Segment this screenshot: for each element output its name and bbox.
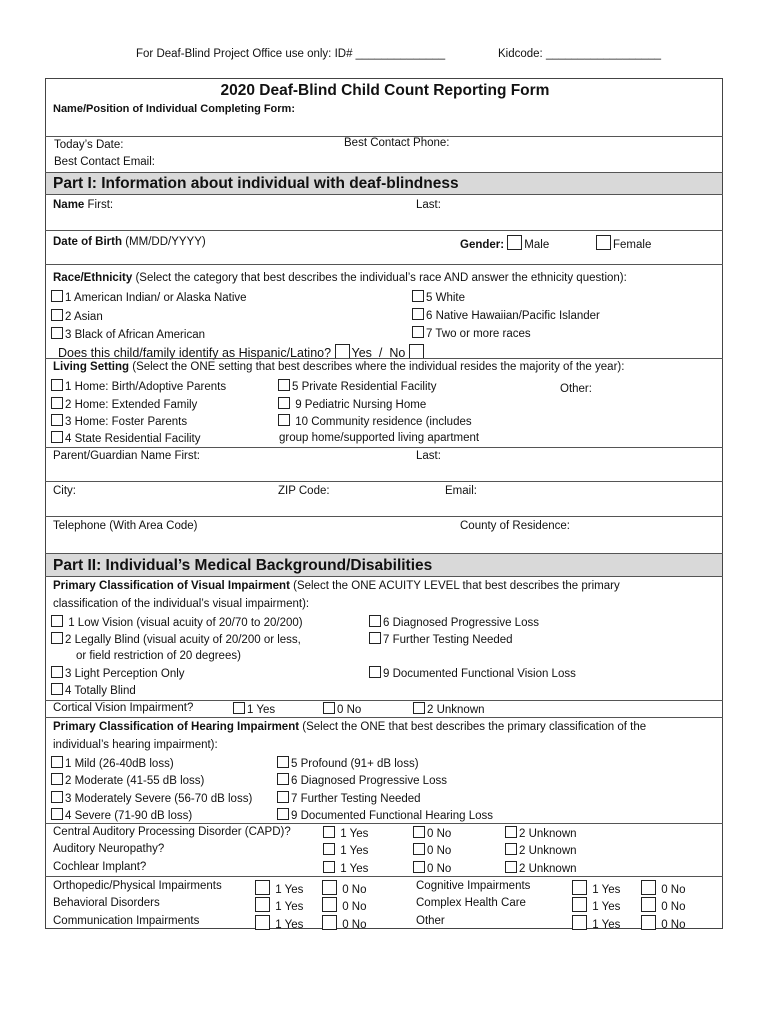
cognitive-label: Cognitive Impairments xyxy=(416,880,531,892)
neuropathy-label: Auditory Neuropathy? xyxy=(53,843,165,855)
race-label: Race/Ethnicity xyxy=(53,272,133,284)
hearing-option xyxy=(277,773,447,787)
living-option-label: 2 Home: Extended Family xyxy=(65,399,198,411)
option-label: 1 Yes xyxy=(592,919,621,931)
checkbox[interactable] xyxy=(51,290,63,302)
visual-option-label: 7 Further Testing Needed xyxy=(383,634,513,646)
living-option-label: 5 Private Residential Facility xyxy=(292,381,437,393)
divider xyxy=(45,576,723,577)
hispanic-no-checkbox[interactable] xyxy=(409,344,424,359)
checkbox[interactable] xyxy=(323,861,335,873)
part1-title: Part I: Information about individual with deaf-blindness xyxy=(53,175,459,192)
option-label: 0 No xyxy=(427,845,452,857)
living-option xyxy=(51,431,201,445)
option-label: 2 Unknown xyxy=(519,863,577,875)
checkbox[interactable] xyxy=(323,843,335,855)
checkbox[interactable] xyxy=(369,615,381,627)
ortho-yes xyxy=(255,880,303,896)
dob-row xyxy=(53,236,206,248)
checkbox[interactable] xyxy=(323,702,335,714)
race-option xyxy=(51,290,247,304)
race-option-label: 3 Black of African American xyxy=(65,329,205,341)
complex-yes xyxy=(572,897,620,913)
checkbox[interactable] xyxy=(322,897,337,912)
hearing-option-label: 2 Moderate (41-55 dB loss) xyxy=(65,775,205,787)
kidcode: Kidcode: __________________ xyxy=(498,48,662,60)
divider xyxy=(45,700,723,701)
checkbox[interactable] xyxy=(505,861,517,873)
checkbox[interactable] xyxy=(51,431,63,443)
neuropathy-unknown xyxy=(505,843,577,857)
name-row xyxy=(53,199,113,211)
checkbox[interactable] xyxy=(572,915,587,930)
checkbox[interactable] xyxy=(51,327,63,339)
telephone-label: Telephone (With Area Code) xyxy=(53,520,198,532)
visual-option xyxy=(369,632,513,646)
part2-title: Part II: Individual’s Medical Background/Disabilities xyxy=(53,557,433,574)
cochlear-yes xyxy=(323,861,368,875)
living-heading xyxy=(53,361,624,373)
hearing-option-label: 7 Further Testing Needed xyxy=(291,793,421,805)
complex-no xyxy=(641,897,686,913)
checkbox[interactable] xyxy=(255,880,270,895)
hearing-option xyxy=(51,808,192,822)
dob-format: (MM/DD/YYYY) xyxy=(125,236,206,248)
hearing-option xyxy=(277,791,421,805)
gender-label: Gender: xyxy=(460,239,505,251)
option-label: 0 No xyxy=(661,884,686,896)
checkbox[interactable] xyxy=(233,702,245,714)
visual-option-label: 4 Totally Blind xyxy=(65,685,136,697)
checkbox[interactable] xyxy=(277,791,289,803)
living-other-label: Other: xyxy=(560,383,592,395)
race-option-label: 5 White xyxy=(426,292,465,304)
office-use-id: For Deaf-Blind Project Office use only: ID# ______________ xyxy=(136,48,446,60)
yes-label: Yes xyxy=(351,346,372,360)
race-option-label: 2 Asian xyxy=(65,311,103,323)
race-option xyxy=(412,308,600,322)
capd-label: Central Auditory Processing Disorder (CAPD)? xyxy=(53,826,291,838)
option-label: 0 No xyxy=(427,828,452,840)
living-option xyxy=(51,414,187,428)
visual-option xyxy=(369,666,576,680)
checkbox[interactable] xyxy=(505,826,517,838)
option-label: 1 Yes xyxy=(340,863,369,875)
checkbox[interactable] xyxy=(369,632,381,644)
option-label: 2 Unknown xyxy=(519,828,577,840)
checkbox[interactable] xyxy=(641,880,656,895)
slash: / xyxy=(378,346,383,360)
visual-heading xyxy=(53,580,620,592)
checkbox[interactable] xyxy=(641,897,656,912)
checkbox[interactable] xyxy=(323,826,335,838)
capd-no xyxy=(413,826,451,840)
cochlear-unknown xyxy=(505,861,577,875)
behavioral-label: Behavioral Disorders xyxy=(53,897,160,909)
neuropathy-no xyxy=(413,843,451,857)
option-label: 1 Yes xyxy=(275,919,304,931)
hispanic-yes-checkbox[interactable] xyxy=(335,344,350,359)
divider xyxy=(45,358,723,359)
checkbox[interactable] xyxy=(255,915,270,930)
behavioral-no xyxy=(322,897,367,913)
hearing-option-label: 4 Severe (71-90 dB loss) xyxy=(65,810,193,822)
option-label: 0 No xyxy=(661,919,686,931)
hearing-heading xyxy=(53,721,646,733)
checkbox[interactable] xyxy=(278,397,290,409)
visual-instructions-cont: classification of the individual’s visual impairment): xyxy=(53,598,310,610)
cognitive-yes xyxy=(572,880,620,896)
checkbox[interactable] xyxy=(572,880,587,895)
hearing-option-label: 9 Documented Functional Hearing Loss xyxy=(291,810,494,822)
option-label: 1 Yes xyxy=(592,884,621,896)
race-option-label: 6 Native Hawaiian/Pacific Islander xyxy=(426,310,600,322)
race-option xyxy=(412,326,531,340)
ortho-label: Orthopedic/Physical Impairments xyxy=(53,880,222,892)
checkbox[interactable] xyxy=(277,808,289,820)
race-instructions: (Select the category that best describes the individual’s race AND answer the ethnicity question): xyxy=(135,272,627,284)
hearing-option-label: 6 Diagnosed Progressive Loss xyxy=(291,775,447,787)
checkbox[interactable] xyxy=(51,414,63,426)
visual-option-label: 2 Legally Blind (visual acuity of 20/200 or less, xyxy=(65,634,301,646)
first-name-label: First: xyxy=(87,199,114,211)
checkbox[interactable] xyxy=(51,756,63,768)
divider xyxy=(45,481,723,482)
living-option xyxy=(51,379,226,393)
race-option xyxy=(51,309,103,323)
checkbox[interactable] xyxy=(255,897,270,912)
other-label: Other xyxy=(416,915,445,927)
cvi-unknown xyxy=(413,702,485,716)
option-label: 0 No xyxy=(661,901,686,913)
name-label: Name xyxy=(53,199,85,211)
cochlear-no xyxy=(413,861,451,875)
checkbox[interactable] xyxy=(641,915,656,930)
living-option-label: 4 State Residential Facility xyxy=(65,433,201,445)
checkbox[interactable] xyxy=(51,397,63,409)
hearing-option xyxy=(277,756,419,770)
visual-option-label: 1 Low Vision (visual acuity of 20/70 to 20/200) xyxy=(68,617,303,629)
option-label: 0 No xyxy=(337,704,362,716)
city-label: City: xyxy=(53,485,76,497)
visual-option-label: 3 Light Perception Only xyxy=(65,668,185,680)
hearing-option xyxy=(51,791,252,805)
visual-option xyxy=(51,615,303,629)
living-option-label: 9 Pediatric Nursing Home xyxy=(295,399,427,411)
living-option-label: 10 Community residence (includes xyxy=(295,416,472,428)
option-label: 0 No xyxy=(342,884,367,896)
option-label: 1 Yes xyxy=(275,901,304,913)
checkbox[interactable] xyxy=(572,897,587,912)
visual-option xyxy=(369,615,539,629)
best-phone-label: Best Contact Phone: xyxy=(344,137,450,149)
checkbox[interactable] xyxy=(278,379,290,391)
hearing-instructions-cont: individual’s hearing impairment): xyxy=(53,739,218,751)
race-option xyxy=(412,290,465,304)
divider xyxy=(45,516,723,517)
cognitive-no xyxy=(641,880,686,896)
hearing-label: Primary Classification of Hearing Impairment xyxy=(53,721,300,733)
checkbox[interactable] xyxy=(412,308,424,320)
hearing-option xyxy=(51,773,204,787)
female-checkbox[interactable] xyxy=(596,235,611,250)
living-label: Living Setting xyxy=(53,361,130,373)
county-label: County of Residence: xyxy=(460,520,570,532)
visual-option-label: 9 Documented Functional Vision Loss xyxy=(383,668,576,680)
checkbox[interactable] xyxy=(412,290,424,302)
option-label: 0 No xyxy=(427,863,452,875)
race-option xyxy=(51,327,205,341)
option-label: 1 Yes xyxy=(275,884,304,896)
female-option xyxy=(596,235,651,251)
form-title: 2020 Deaf-Blind Child Count Reporting Form xyxy=(220,82,550,99)
option-label: 1 Yes xyxy=(340,828,369,840)
checkbox[interactable] xyxy=(277,773,289,785)
checkbox[interactable] xyxy=(413,826,425,838)
visual-label: Primary Classification of Visual Impairment xyxy=(53,580,290,592)
male-checkbox[interactable] xyxy=(507,235,522,250)
name-position-label: Name/Position of Individual Completing Form: xyxy=(53,103,296,115)
divider xyxy=(45,717,723,718)
best-email-label: Best Contact Email: xyxy=(54,156,155,168)
checkbox[interactable] xyxy=(278,414,290,426)
visual-option-label: 6 Diagnosed Progressive Loss xyxy=(383,617,539,629)
cvi-yes xyxy=(233,702,275,716)
capd-yes xyxy=(323,826,368,840)
checkbox[interactable] xyxy=(505,843,517,855)
todays-date-label: Today’s Date: xyxy=(54,139,124,151)
checkbox[interactable] xyxy=(322,915,337,930)
capd-unknown xyxy=(505,826,577,840)
gender-row xyxy=(460,235,549,251)
female-label: Female xyxy=(613,239,652,251)
living-option xyxy=(51,397,197,411)
cvi-no xyxy=(323,702,361,716)
living-option xyxy=(278,414,472,428)
option-label: 0 No xyxy=(342,919,367,931)
option-label: 1 Yes xyxy=(592,901,621,913)
neuropathy-yes xyxy=(323,843,368,857)
hearing-option-label: 5 Profound (91+ dB loss) xyxy=(291,758,419,770)
male-label: Male xyxy=(524,239,550,251)
checkbox[interactable] xyxy=(51,309,63,321)
dob-label: Date of Birth xyxy=(53,236,122,248)
option-label: 2 Unknown xyxy=(519,845,577,857)
living-option-label: 3 Home: Foster Parents xyxy=(65,416,188,428)
visual-option-continued: or field restriction of 20 degrees) xyxy=(76,650,241,662)
divider xyxy=(45,447,723,448)
checkbox[interactable] xyxy=(51,379,63,391)
hearing-option-label: 3 Moderately Severe (56-70 dB loss) xyxy=(65,793,253,805)
checkbox[interactable] xyxy=(51,666,63,678)
race-option-label: 7 Two or more races xyxy=(426,328,531,340)
checkbox[interactable] xyxy=(413,843,425,855)
divider xyxy=(45,230,723,231)
checkbox[interactable] xyxy=(51,615,63,627)
parent-last-label: Last: xyxy=(416,450,441,462)
checkbox[interactable] xyxy=(413,861,425,873)
parent-name-label: Parent/Guardian Name First: xyxy=(53,450,201,462)
communication-yes xyxy=(255,915,303,931)
behavioral-yes xyxy=(255,897,303,913)
checkbox[interactable] xyxy=(51,632,63,644)
hispanic-question: Does this child/family identify as Hispanic/Latino? xyxy=(58,346,332,360)
divider xyxy=(45,264,723,265)
living-option xyxy=(278,379,436,393)
hearing-option xyxy=(51,756,174,770)
race-option-label: 1 American Indian/ or Alaska Native xyxy=(65,292,247,304)
cvi-label: Cortical Vision Impairment? xyxy=(53,702,194,714)
divider xyxy=(45,194,723,195)
living-option-label: 1 Home: Birth/Adoptive Parents xyxy=(65,381,227,393)
complex-label: Complex Health Care xyxy=(416,897,526,909)
checkbox[interactable] xyxy=(51,791,63,803)
option-label: 2 Unknown xyxy=(427,704,485,716)
visual-instructions: (Select the ONE ACUITY LEVEL that best describes the primary xyxy=(293,580,620,592)
other-no xyxy=(641,915,686,931)
checkbox[interactable] xyxy=(322,880,337,895)
communication-no xyxy=(322,915,367,931)
no-label: No xyxy=(389,346,406,360)
hearing-option xyxy=(277,808,493,822)
living-option-continued: group home/supported living apartment xyxy=(279,432,480,444)
checkbox[interactable] xyxy=(369,666,381,678)
zip-label: ZIP Code: xyxy=(278,485,330,497)
option-label: 1 Yes xyxy=(247,704,276,716)
visual-option xyxy=(51,683,136,697)
visual-option xyxy=(51,632,301,646)
checkbox[interactable] xyxy=(277,756,289,768)
other-yes xyxy=(572,915,620,931)
last-name-label: Last: xyxy=(416,199,441,211)
checkbox[interactable] xyxy=(412,326,424,338)
divider xyxy=(45,823,723,824)
checkbox[interactable] xyxy=(51,683,63,695)
checkbox[interactable] xyxy=(51,808,63,820)
visual-option xyxy=(51,666,185,680)
checkbox[interactable] xyxy=(51,773,63,785)
living-instructions: (Select the ONE setting that best describes where the individual resides the majority of the year): xyxy=(132,361,625,373)
race-heading xyxy=(53,272,627,284)
option-label: 0 No xyxy=(342,901,367,913)
ortho-no xyxy=(322,880,367,896)
living-option xyxy=(278,397,426,411)
hearing-option-label: 1 Mild (26-40dB loss) xyxy=(65,758,174,770)
checkbox[interactable] xyxy=(413,702,425,714)
divider xyxy=(45,876,723,877)
hearing-instructions: (Select the ONE that best describes the primary classification of the xyxy=(302,721,647,733)
cochlear-label: Cochlear Implant? xyxy=(53,861,147,873)
communication-label: Communication Impairments xyxy=(53,915,200,927)
option-label: 1 Yes xyxy=(340,845,369,857)
email-label: Email: xyxy=(445,485,477,497)
